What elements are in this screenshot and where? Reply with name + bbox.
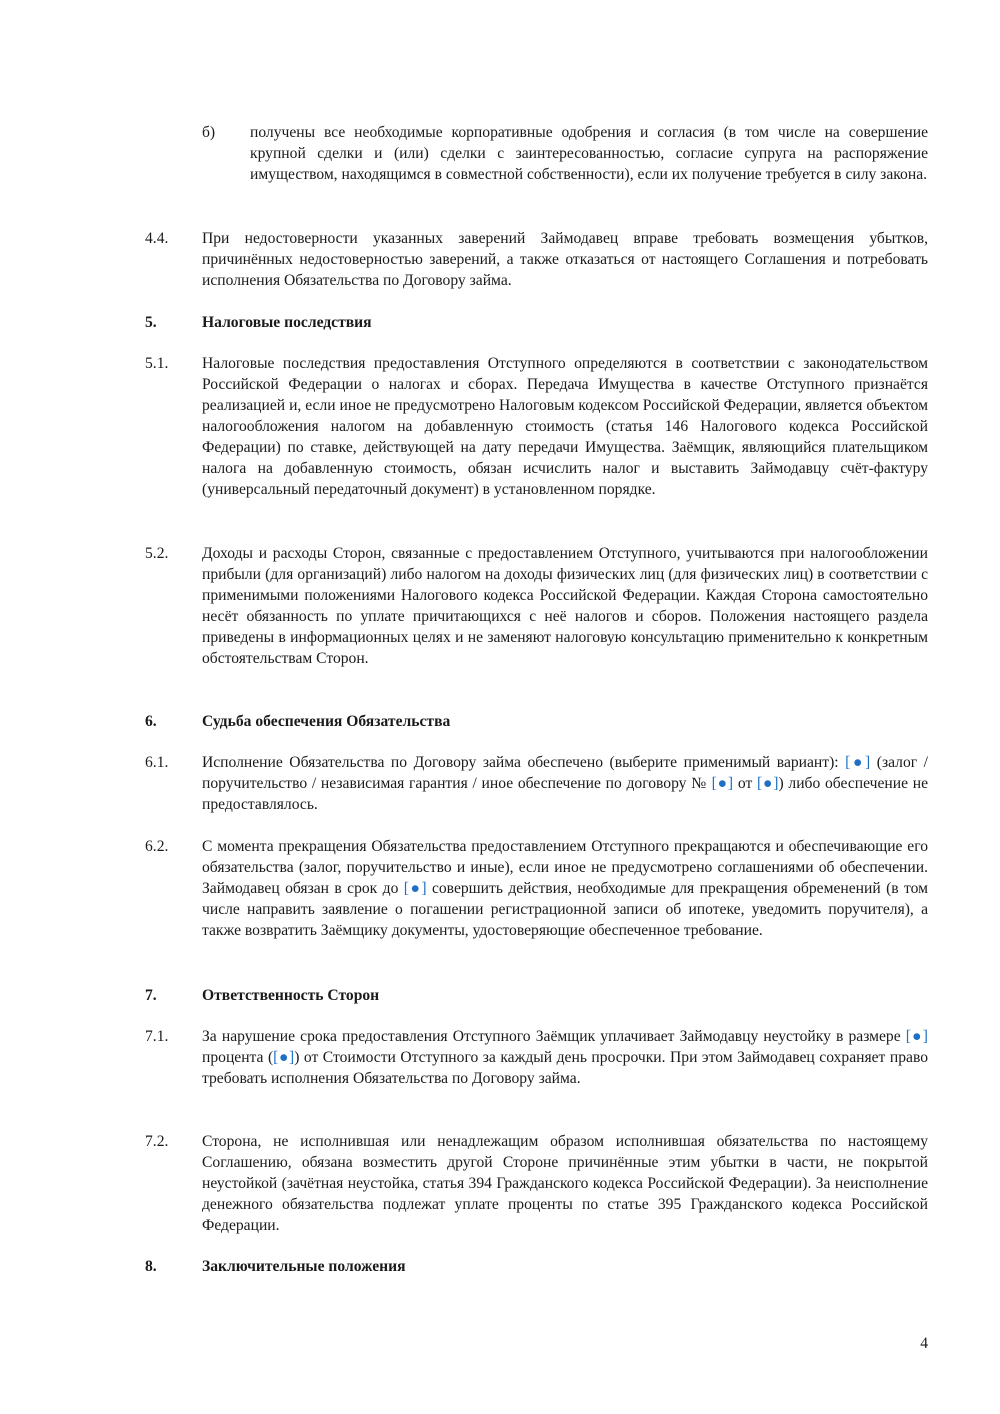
page-number: 4	[920, 1335, 928, 1352]
clause-number: 5.1.	[145, 355, 169, 372]
clause-label: б)	[202, 124, 216, 141]
clause-6-1	[145, 752, 928, 815]
clause-text: Сторона, не исполнившая или ненадлежащим образом исполнившая обязательства по настоящему Соглашению, обязана возместить другой Стороне причинённые этим убытки в части, не покрытой неустойкой (зачётная неустойка, статья 394 Гражданского кодекса Российской Федерации). За неисполнение денежного обязательства подлежат уплате проценты по статье 395 Гражданского кодекса Российской Федерации.	[202, 1133, 928, 1234]
section-5-heading	[145, 312, 928, 333]
clause-number: 6.2.	[145, 838, 169, 855]
clause-text: Налоговые последствия предоставления Отступного определяются в соответствии с законодательством Российской Федерации о налогах и сборах. Передача Имущества в качестве Отступного признаётся реализацией и, если иное не предусмотрено Налоговым кодексом Российской Федерации, является объектом налогообложения налогом на добавленную стоимость (статья 146 Налогового кодекса Российской Федерации) по ставке, действующей на дату передачи Имущества. Заёмщик, являющийся плательщиком налога на добавленную стоимость, обязан исчислить налог и выставить Займодавцу счёт-фактуру (универсальный передаточный документ) в установленном порядке.	[202, 355, 928, 498]
clause-text: получены все необходимые корпоративные одобрения и согласия (в том числе на совершение крупной сделки и (или) сделки с заинтересованностью, согласие супруга на распоряжение имуществом, находящимся в совместной собственности), если их получение требуется в силу закона.	[250, 124, 928, 183]
clause-text	[202, 752, 928, 815]
section-number: 6.	[145, 713, 157, 730]
text-segment: С момента прекращения Обязательства предоставлением Отступного прекращаются и обеспечивающие его обязательства (залог, поручительство и иные), если иное не предусмотрено соглашениями об обеспечении. Займодавец обязан в срок до	[202, 838, 928, 897]
placeholder-field[interactable]: [●]	[711, 775, 734, 792]
section-number: 5.	[145, 314, 157, 331]
clause-number: 7.1.	[145, 1028, 169, 1045]
text-segment: (залог / поручительство / независимая гарантия / иное обеспечение по договору №	[202, 754, 929, 792]
clause-number: 5.2.	[145, 545, 169, 562]
section-7-heading	[145, 985, 928, 1006]
clause-4-3-b	[202, 122, 928, 185]
section-title: Судьба обеспечения Обязательства	[202, 713, 451, 730]
text-segment: от	[733, 775, 757, 792]
placeholder-field[interactable]: [●]	[403, 880, 427, 897]
clause-text: При недостоверности указанных заверений Займодавец вправе требовать возмещения убытков, причинённых недостоверностью заверений, а также отказаться от настоящего Соглашения и потребовать исполнения Обязательства по Договору займа.	[202, 230, 928, 289]
section-title: Ответственность Сторон	[202, 987, 380, 1004]
clause-text	[202, 836, 928, 941]
placeholder-field[interactable]: [●]	[905, 1028, 929, 1045]
clause-7-2	[145, 1131, 928, 1236]
clause-5-1	[145, 353, 928, 500]
clause-4-4	[145, 228, 928, 291]
text-segment: ) либо обеспечение не предоставлялось.	[202, 775, 929, 813]
section-8-heading	[145, 1256, 928, 1277]
placeholder-field[interactable]: [●]	[273, 1049, 295, 1066]
clause-7-1	[145, 1026, 928, 1089]
section-number: 8.	[145, 1258, 157, 1275]
clause-number: 7.2.	[145, 1133, 169, 1150]
clause-text	[202, 1026, 928, 1089]
placeholder-field[interactable]: [●]	[757, 775, 779, 792]
section-number: 7.	[145, 987, 157, 1004]
section-title: Заключительные положения	[202, 1258, 406, 1275]
clause-number: 6.1.	[145, 754, 169, 771]
section-title: Налоговые последствия	[202, 314, 372, 331]
clause-6-2	[145, 836, 928, 941]
clause-text: Доходы и расходы Сторон, связанные с предоставлением Отступного, учитываются при налогообложении прибыли (для организаций) либо налогом на доходы физических лиц (для физических лиц) в соответствии с применимыми положениями Налогового кодекса Российской Федерации. Каждая Сторона самостоятельно несёт обязанность по уплате причитающихся с неё налогов и сборов. Положения настоящего раздела приведены в информационных целях и не заменяют налоговую консультацию применительно к конкретным обстоятельствам Сторон.	[202, 545, 928, 667]
section-6-heading	[145, 711, 928, 732]
text-segment: процента (	[202, 1049, 274, 1066]
text-segment: ) от Стоимости Отступного за каждый день просрочки. При этом Займодавец сохраняет право требовать исполнения Обязательства по Договору займа.	[202, 1049, 928, 1087]
text-segment: Исполнение Обязательства по Договору займа обеспечено (выберите применимый вариант):	[202, 754, 846, 771]
placeholder-field[interactable]: [●]	[845, 754, 871, 771]
clause-5-2	[145, 543, 928, 669]
clause-number: 4.4.	[145, 230, 169, 247]
text-segment: совершить действия, необходимые для прекращения обременений (в том числе направить заявление о погашении регистрационной записи об ипотеке, уведомить поручителя), а также возвратить Заёмщику документы, удостоверяющие обеспеченное требование.	[202, 880, 928, 939]
text-segment: За нарушение срока предоставления Отступного Заёмщик уплачивает Займодавцу неустойку в размере	[202, 1028, 906, 1045]
